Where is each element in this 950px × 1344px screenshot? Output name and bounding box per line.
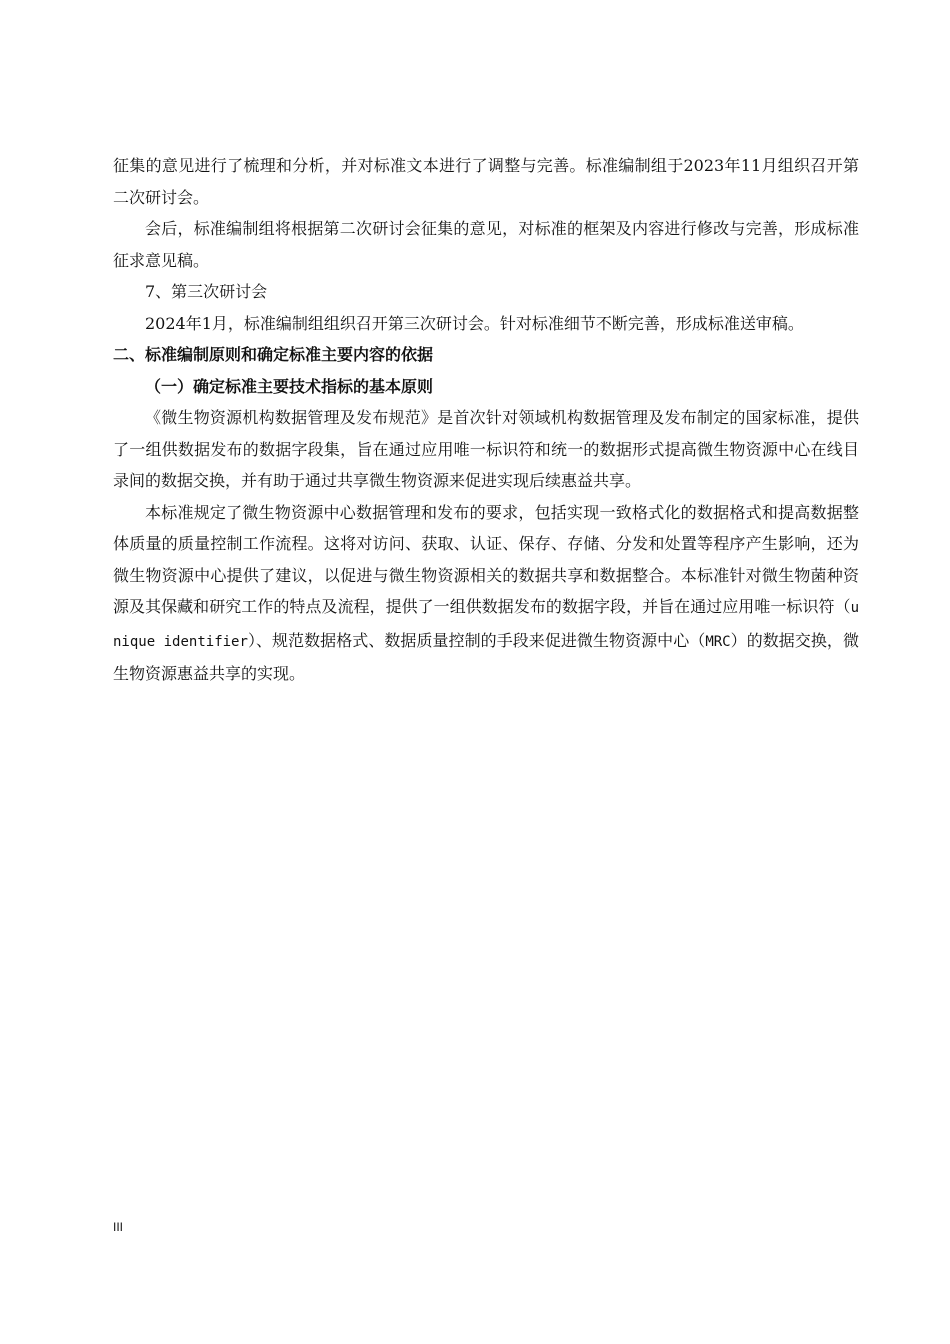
page-number: III [113, 1220, 124, 1234]
paragraph-scope-part3: ）的数据交换，微生物资源惠益共享的实现。 [113, 630, 859, 683]
paragraph-third-meeting: 2024年1月，标准编制组组织召开第三次研讨会。针对标准细节不断完善，形成标准送审稿。 [145, 313, 804, 333]
paragraph-principles: 《微生物资源机构数据管理及发布规范》是首次针对领域机构数据管理及发布制定的国家标准，提供了一组供数据发布的数据字段集，旨在通过应用唯一标识符和统一的数据形式提高微生物资源中心在线目录间的数据交换，并有助于通过共享微生物资源来促进实现后续惠益共享。 [113, 408, 859, 490]
paragraph-scope [113, 497, 859, 690]
paragraph-after-meeting: 会后，标准编制组将根据第二次研讨会征集的意见，对标准的框架及内容进行修改与完善，形成标准征求意见稿。 [113, 219, 859, 270]
section-heading: 二、标准编制原则和确定标准主要内容的依据 [113, 345, 434, 364]
term-mrc: MRC [705, 633, 731, 650]
paragraph-scope-part2: ）、规范数据格式、数据质量控制的手段来促进微生物资源中心（ [247, 630, 706, 650]
list-item-third-meeting: 7、第三次研讨会 [145, 282, 268, 301]
term-unique-identifier: unique identifier [113, 600, 859, 650]
paragraph-scope-part1: 本标准规定了微生物资源中心数据管理和发布的要求，包括实现一致格式化的数据格式和提高数据整体质量的质量控制工作流程。这将对访问、获取、认证、保存、存储、分发和处置等程序产生影响，还为微生物资源中心提供了建议，以促进与微生物资源相关的数据共享和数据整合。本标准针对微生物菌种资源及其保藏和研究工作的特点及流程，提供了一组供数据发布的数据字段，并旨在通过应用唯一标识符（ [113, 502, 859, 616]
paragraph-continuation: 征集的意见进行了梳理和分析，并对标准文本进行了调整与完善。标准编制组于2023年11月组织召开第二次研讨会。 [113, 156, 859, 207]
subsection-heading: （一）确定标准主要技术指标的基本原则 [145, 376, 434, 396]
body-text [113, 150, 859, 690]
